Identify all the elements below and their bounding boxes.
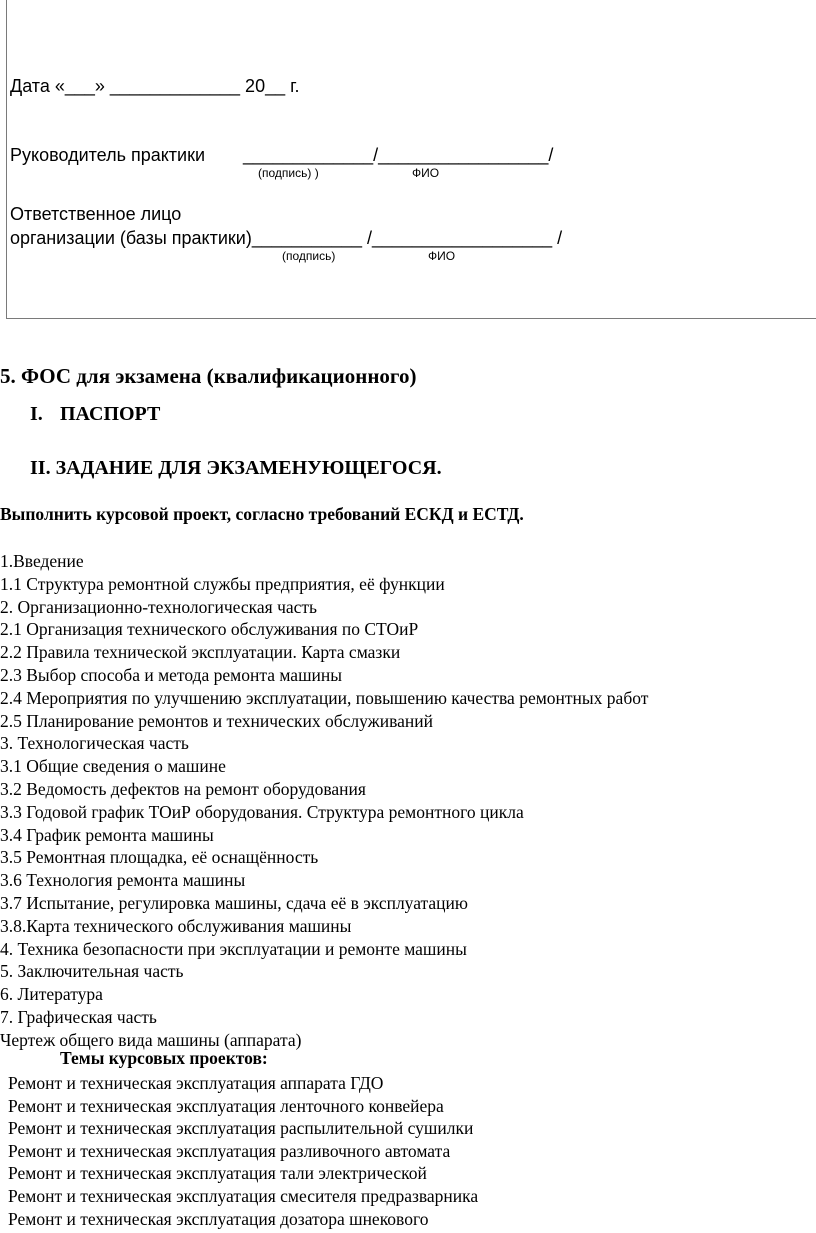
list-item: 1.1 Структура ремонтной службы предприятия, её функции	[0, 573, 445, 594]
list-item: 3.7 Испытание, регулировка машины, сдача её в эксплуатацию	[0, 892, 468, 913]
supervisor-signature-line: _____________/_________________/	[243, 145, 554, 165]
topic-item: Ремонт и техническая эксплуатация распылительной сушилки	[8, 1118, 474, 1139]
list-item: 3. Технологическая часть	[0, 733, 189, 754]
topic-item: Ремонт и техническая эксплуатация смесителя предразварника	[8, 1185, 479, 1206]
subsection-title-task: II. ЗАДАНИЕ ДЛЯ ЭКЗАМЕНУЮЩЕГОСЯ.	[30, 457, 442, 479]
topics-heading: Темы курсовых проектов:	[60, 1048, 268, 1068]
list-item: 6. Литература	[0, 984, 103, 1005]
list-item: 2.5 Планирование ремонтов и технических обслуживаний	[0, 710, 433, 731]
list-item: 2.2 Правила технической эксплуатации. Карта смазки	[0, 642, 401, 663]
responsible-label-line2: организации (базы практики)___________ /__________________ /	[10, 228, 563, 248]
responsible-caption-name: ФИО	[428, 249, 456, 263]
topic-item: Ремонт и техническая эксплуатация дозатора шнекового	[8, 1208, 429, 1229]
list-item: 2.4 Мероприятия по улучшению эксплуатации, повышению качества ремонтных работ	[0, 687, 649, 708]
task-outline-list	[0, 550, 816, 1052]
list-item: 1.Введение	[0, 551, 84, 571]
date-line: Дата «___» _____________ 20__ г.	[10, 76, 300, 96]
list-item: 3.5 Ремонтная площадка, её оснащённость	[0, 847, 319, 868]
list-item: 3.6 Технология ремонта машины	[0, 870, 246, 891]
subsection-number-1: I.	[30, 403, 43, 425]
list-item: 2.3 Выбор способа и метода ремонта машины	[0, 664, 343, 685]
responsible-caption-sign: (подпись)	[282, 249, 336, 263]
list-item: 7. Графическая часть	[0, 1006, 157, 1027]
responsible-label-line1: Ответственное лицо	[10, 204, 182, 224]
supervisor-caption-sign: (подпись) )	[258, 166, 319, 180]
supervisor-caption-name: ФИО	[412, 166, 440, 180]
list-item: 2. Организационно-технологическая часть	[0, 596, 318, 617]
topic-item: Ремонт и техническая эксплуатация ленточного конвейера	[8, 1095, 444, 1116]
list-item: 5. Заключительная часть	[0, 961, 184, 982]
list-item: Чертеж общего вида машины (аппарата)	[0, 1029, 302, 1050]
list-item: 3.3 Годовой график ТОиР оборудования. Структура ремонтного цикла	[0, 801, 524, 822]
list-item: 3.1 Общие сведения о машине	[0, 756, 226, 777]
list-item: 3.2 Ведомость дефектов на ремонт оборудования	[0, 778, 366, 799]
subsection-title-passport: ПАСПОРТ	[60, 403, 161, 425]
section-title: 5. ФОС для экзамена (квалификационного)	[0, 364, 417, 388]
list-item: 3.8.Карта технического обслуживания машины	[0, 915, 352, 936]
supervisor-label: Руководитель практики	[10, 145, 206, 165]
list-item: 2.1 Организация технического обслуживания по СТОиР	[0, 619, 419, 640]
list-item: 4. Техника безопасности при эксплуатации и ремонте машины	[0, 938, 467, 959]
topic-item: Ремонт и техническая эксплуатация разливочного автомата	[8, 1140, 451, 1161]
task-intro: Выполнить курсовой проект, согласно требований ЕСКД и ЕСТД.	[0, 504, 524, 524]
topics-list	[8, 1072, 816, 1230]
topic-item: Ремонт и техническая эксплуатация тали электрической	[8, 1163, 427, 1184]
list-item: 3.4 График ремонта машины	[0, 824, 214, 845]
topic-item: Ремонт и техническая эксплуатация аппарата ГДО	[8, 1073, 384, 1093]
